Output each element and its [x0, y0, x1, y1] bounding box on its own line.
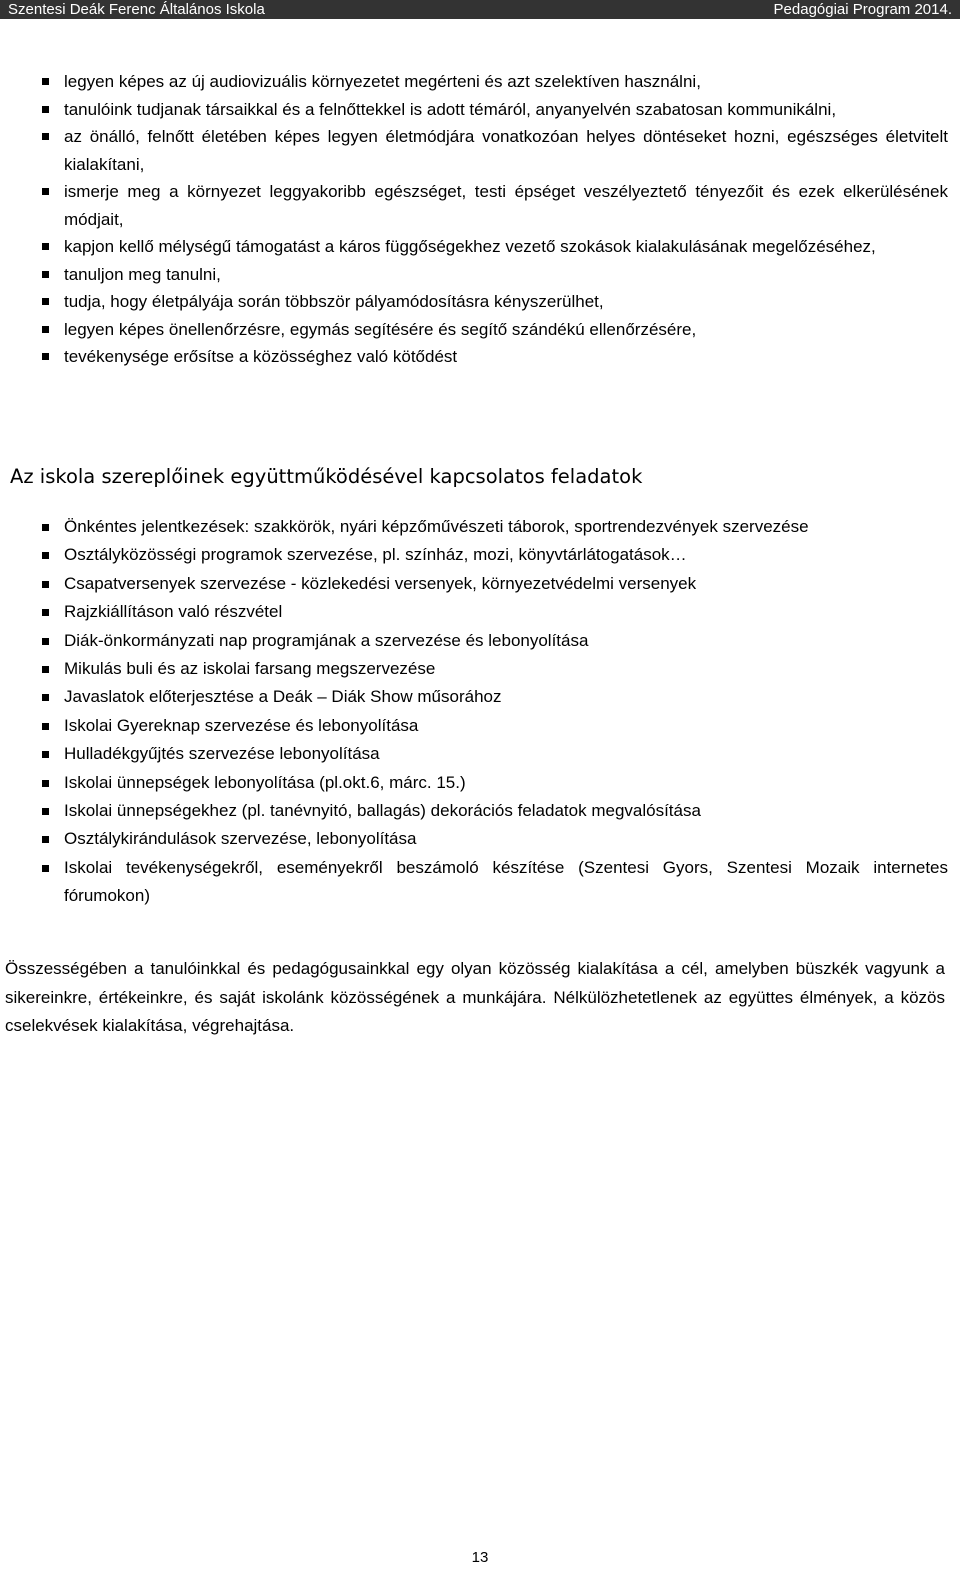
summary-paragraph: Összességében a tanulóinkkal és pedagógusainkkal egy olyan közösség kialakítása a cél, amelyben büszkék vagyunk a sikereinkre, értékeinkre, és saját iskolánk közösségének a munkájára. Nélkülözhetetlenek az együttes élmények, a közös cselekvések kialakítása, végrehajtása.: [5, 959, 945, 1035]
header-document-title: Pedagógiai Program 2014.: [773, 1, 952, 18]
square-bullet-icon: [42, 694, 49, 701]
square-bullet-icon: [42, 243, 49, 250]
square-bullet-icon: [42, 609, 49, 616]
square-bullet-icon: [42, 271, 49, 278]
square-bullet-icon: [42, 666, 49, 673]
list-item: Önkéntes jelentkezések: szakkörök, nyári képzőművészeti táborok, sportrendezvények szervezése: [8, 513, 948, 541]
square-bullet-icon: [42, 78, 49, 85]
list-item: legyen képes önellenőrzésre, egymás segítésére és segítő szándékú ellenőrzésére,: [8, 316, 948, 344]
square-bullet-icon: [42, 524, 49, 531]
list-item: tanulóink tudjanak társaikkal és a felnőttekkel is adott témáról, anyanyelvén szabatosan kommunikálni,: [8, 96, 948, 124]
list-item: Iskolai ünnepségek lebonyolítása (pl.okt.6, márc. 15.): [8, 769, 948, 797]
list-item: ismerje meg a környezet leggyakoribb egészséget, testi épséget veszélyeztető tényezőit és ezek elkerülésének módjait,: [8, 178, 948, 233]
list-item: az önálló, felnőtt életében képes legyen életmódjára vonatkozóan helyes döntéseket hozni, egészséges életvitelt kialakítani,: [8, 123, 948, 178]
square-bullet-icon: [42, 188, 49, 195]
square-bullet-icon: [42, 133, 49, 140]
list-item: Mikulás buli és az iskolai farsang megszervezése: [8, 655, 948, 683]
square-bullet-icon: [42, 780, 49, 787]
square-bullet-icon: [42, 638, 49, 645]
page-number: 13: [471, 1549, 489, 1566]
list-item: tudja, hogy életpályája során többször pályamódosításra kényszerülhet,: [8, 288, 948, 316]
page-header: [0, 0, 960, 19]
square-bullet-icon: [42, 552, 49, 559]
list-item: Iskolai Gyereknap szervezése és lebonyolítása: [8, 712, 948, 740]
list-item: tanuljon meg tanulni,: [8, 261, 948, 289]
list-item: Iskolai ünnepségekhez (pl. tanévnyitó, ballagás) dekorációs feladatok megvalósítása: [8, 797, 948, 825]
square-bullet-icon: [42, 326, 49, 333]
square-bullet-icon: [42, 723, 49, 730]
square-bullet-icon: [42, 808, 49, 815]
tasks-list: [8, 513, 948, 911]
list-item: Osztálykirándulások szervezése, lebonyolítása: [8, 825, 948, 853]
list-item: Hulladékgyűjtés szervezése lebonyolítása: [8, 740, 948, 768]
list-item: Rajzkiállításon való részvétel: [8, 598, 948, 626]
list-item: Javaslatok előterjesztése a Deák – Diák Show műsorához: [8, 683, 948, 711]
list-item: Csapatversenyek szervezése - közlekedési versenyek, környezetvédelmi versenyek: [8, 570, 948, 598]
square-bullet-icon: [42, 836, 49, 843]
list-item: legyen képes az új audiovizuális környezetet megérteni és azt szelektíven használni,: [8, 68, 948, 96]
list-item: Diák-önkormányzati nap programjának a szervezése és lebonyolítása: [8, 627, 948, 655]
goals-list: [8, 68, 948, 371]
square-bullet-icon: [42, 865, 49, 872]
list-item: kapjon kellő mélységű támogatást a káros függőségekhez vezető szokások kialakulásának megelőzéséhez,: [8, 233, 948, 261]
header-school-name: Szentesi Deák Ferenc Általános Iskola: [8, 1, 265, 18]
list-item: Osztályközösségi programok szervezése, pl. színház, mozi, könyvtárlátogatások…: [8, 541, 948, 569]
square-bullet-icon: [42, 751, 49, 758]
square-bullet-icon: [42, 581, 49, 588]
square-bullet-icon: [42, 106, 49, 113]
list-item: Iskolai tevékenységekről, eseményekről beszámoló készítése (Szentesi Gyors, Szentesi Mozaik internetes fórumokon): [8, 854, 948, 911]
square-bullet-icon: [42, 353, 49, 360]
square-bullet-icon: [42, 298, 49, 305]
list-item: tevékenysége erősítse a közösséghez való kötődést: [8, 343, 948, 371]
section-heading: Az iskola szereplőinek együttműködésével kapcsolatos feladatok: [10, 465, 643, 488]
